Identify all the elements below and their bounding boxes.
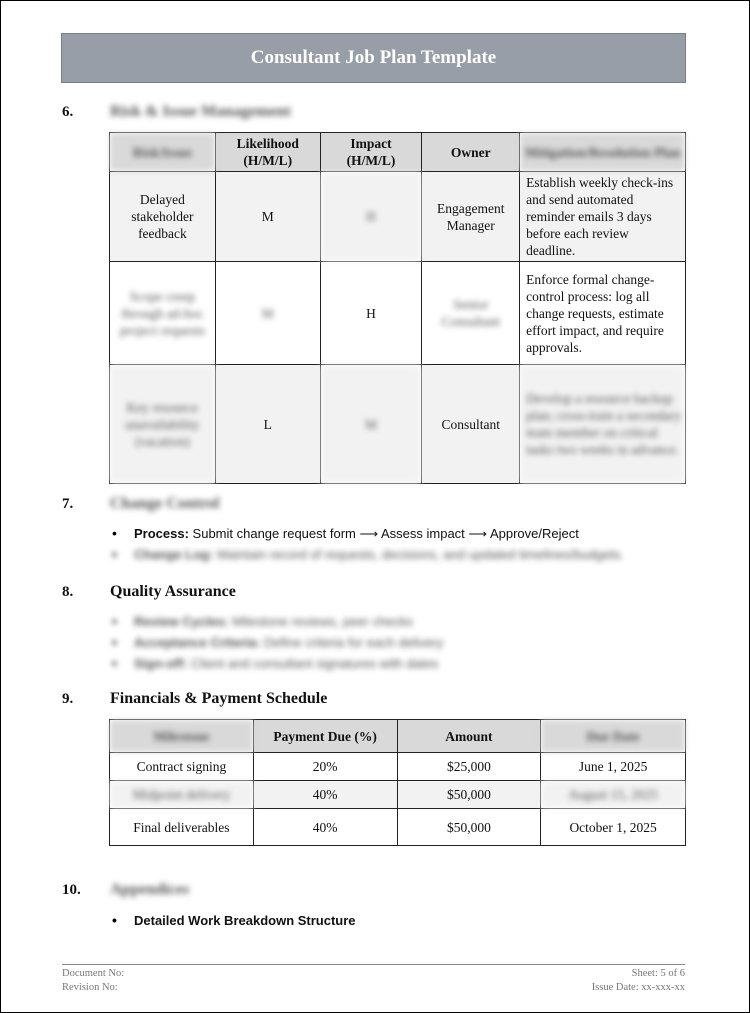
item-text: Maintain record of requests, decisions, and updated timelines/budgets.: [217, 547, 624, 562]
header-milestone: Milestone: [110, 720, 254, 753]
item-label: Sign-off:: [134, 656, 188, 671]
header-likelihood: Likelihood (H/M/L): [215, 133, 320, 172]
table-row: [110, 809, 686, 846]
header-payment-due: Payment Due (%): [253, 720, 397, 753]
date-cell: October 1, 2025: [541, 809, 686, 846]
milestone-cell: Final deliverables: [110, 809, 254, 846]
change-control-list: [110, 523, 624, 565]
list-item: [110, 544, 624, 565]
quality-list: [110, 611, 443, 674]
impact-cell: H: [320, 262, 422, 365]
sheet-number: Sheet: 5 of 6: [631, 968, 685, 979]
date-cell: August 15, 2025: [541, 781, 686, 809]
document-number: Document No:: [62, 968, 125, 979]
payment-table-header: [110, 720, 686, 753]
table-row: [110, 172, 686, 262]
percent-cell: 20%: [253, 753, 397, 781]
item-text: Define criteria for each delivery: [264, 635, 444, 650]
amount-cell: $50,000: [397, 781, 541, 809]
impact-cell: M: [320, 365, 422, 484]
likelihood-cell: M: [215, 262, 320, 365]
item-label: Review Cycles:: [134, 614, 229, 629]
item-label: Acceptance Criteria:: [134, 635, 261, 650]
risk-cell: Scope creep through ad-hoc project requests: [110, 262, 216, 365]
list-item: [110, 611, 443, 632]
header-impact: Impact (H/M/L): [320, 133, 422, 172]
section-9-number: 9.: [62, 691, 74, 707]
header-owner: Owner: [422, 133, 520, 172]
table-row: [110, 365, 686, 484]
item-text: Milestone reviews, peer checks: [232, 614, 413, 629]
appendices-list: [110, 910, 356, 931]
likelihood-cell: M: [215, 172, 320, 262]
item-text: Submit change request form ⟶ Assess impact ⟶ Approve/Reject: [192, 526, 579, 541]
mitigation-cell: Enforce formal change-control process: log all change requests, estimate effort impact, and require approvals.: [520, 262, 686, 365]
date-cell: June 1, 2025: [541, 753, 686, 781]
payment-table: [109, 719, 686, 846]
document-title: Consultant Job Plan Template: [250, 47, 497, 68]
section-7-title: Change Control: [110, 495, 220, 512]
risk-cell: Key resource unavailability (vacation): [110, 365, 216, 484]
section-8-number: 8.: [62, 584, 74, 600]
risk-table-header: [110, 133, 686, 172]
section-6-number: 6.: [62, 104, 74, 120]
title-bar: [61, 33, 686, 83]
list-item: [110, 653, 443, 674]
list-item: [110, 523, 624, 544]
revision-number: Revision No:: [62, 982, 118, 993]
section-7-number: 7.: [62, 496, 74, 512]
percent-cell: 40%: [253, 781, 397, 809]
table-row: [110, 262, 686, 365]
item-text: Client and consultant signatures with dates: [191, 656, 439, 671]
likelihood-cell: L: [215, 365, 320, 484]
item-label: Change Log:: [134, 547, 214, 562]
item-label: Process:: [134, 526, 189, 541]
owner-cell: Senior Consultant: [422, 262, 520, 365]
list-item: [110, 632, 443, 653]
owner-cell: Engagement Manager: [422, 172, 520, 262]
owner-cell: Consultant: [422, 365, 520, 484]
list-item: • Detailed Work Breakdown Structure: [110, 910, 356, 931]
amount-cell: $50,000: [397, 809, 541, 846]
header-mitigation: Mitigation/Resolution Plan: [520, 133, 686, 172]
table-row: [110, 781, 686, 809]
milestone-cell: Contract signing: [110, 753, 254, 781]
page-footer: [62, 964, 685, 995]
section-10-title: Appendices: [110, 881, 190, 898]
risk-table: [109, 132, 686, 484]
amount-cell: $25,000: [397, 753, 541, 781]
section-10-number: 10.: [62, 882, 81, 898]
header-amount: Amount: [397, 720, 541, 753]
section-6-title: Risk & Issue Management: [110, 103, 291, 120]
percent-cell: 40%: [253, 809, 397, 846]
impact-cell: H: [320, 172, 422, 262]
header-risk: Risk/Issue: [110, 133, 216, 172]
section-9-title: Financials & Payment Schedule: [110, 690, 328, 707]
header-due-date: Due Date: [541, 720, 686, 753]
mitigation-cell: Develop a resource backup plan; cross-train a secondary team member on critical tasks two weeks in advance.: [520, 365, 686, 484]
table-row: [110, 753, 686, 781]
mitigation-cell: Establish weekly check-ins and send automated reminder emails 3 days before each review deadline.: [520, 172, 686, 262]
issue-date: Issue Date: xx-xxx-xx: [591, 982, 685, 993]
risk-cell: Delayed stakeholder feedback: [110, 172, 216, 262]
section-8-title: Quality Assurance: [110, 583, 236, 600]
milestone-cell: Midpoint delivery: [110, 781, 254, 809]
